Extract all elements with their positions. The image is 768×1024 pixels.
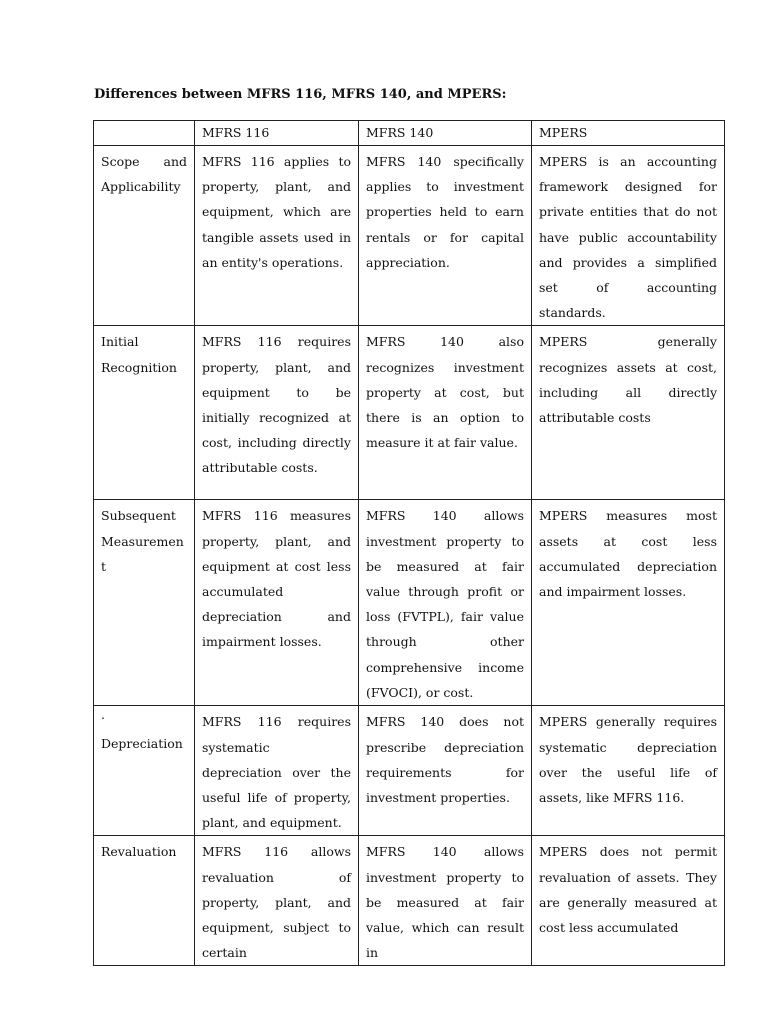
mfrs140-cell: MFRS 140 also recognizes investment property at cost, but there is an option to measure it at fair value. <box>359 326 532 500</box>
table-row-depreciation <box>94 706 725 836</box>
document-title: Differences between MFRS 116, MFRS 140, and MPERS: <box>94 87 507 102</box>
mfrs116-cell: MFRS 116 requires property, plant, and equipment to be initially recognized at cost, including directly attributable costs. <box>195 326 359 500</box>
header-cell-mpers: MPERS <box>532 121 725 146</box>
table-row-scope <box>94 146 725 326</box>
row-topic-cell <box>94 706 195 836</box>
mpers-cell: MPERS generally requires systematic depreciation over the useful life of assets, like MFRS 116. <box>532 706 725 836</box>
mfrs116-cell: MFRS 116 measures property, plant, and equipment at cost less accumulated depreciation and impairment losses. <box>195 500 359 706</box>
row-topic-cell: Subsequent Measurement <box>94 500 195 706</box>
table-header-row <box>94 121 725 146</box>
mfrs116-cell: MFRS 116 allows revaluation of property, plant, and equipment, subject to certain <box>195 836 359 966</box>
mfrs116-cell: MFRS 116 requires systematic depreciation over the useful life of property, plant, and equipment. <box>195 706 359 836</box>
row-topic-cell: Revaluation <box>94 836 195 966</box>
row-topic-prefix: . <box>101 707 105 723</box>
row-topic-label: Depreciation <box>101 736 183 752</box>
header-cell-mfrs140: MFRS 140 <box>359 121 532 146</box>
row-topic-cell: Initial Recognition <box>94 326 195 500</box>
comparison-table <box>93 120 725 966</box>
mfrs140-cell: MFRS 140 allows investment property to be measured at fair value, which can result in <box>359 836 532 966</box>
table-row-revaluation <box>94 836 725 966</box>
mpers-cell: MPERS is an accounting framework designed for private entities that do not have public accountability and provides a simplified set of accounting standards. <box>532 146 725 326</box>
mfrs140-cell: MFRS 140 specifically applies to investment properties held to earn rentals or for capital appreciation. <box>359 146 532 326</box>
mfrs140-cell: MFRS 140 allows investment property to be measured at fair value through profit or loss (FVTPL), fair value through other comprehensive income (FVOCI), or cost. <box>359 500 532 706</box>
mfrs140-cell: MFRS 140 does not prescribe depreciation requirements for investment properties. <box>359 706 532 836</box>
table-row-subsequent-measurement <box>94 500 725 706</box>
mpers-cell: MPERS measures most assets at cost less accumulated depreciation and impairment losses. <box>532 500 725 706</box>
mpers-cell: MPERS does not permit revaluation of assets. They are generally measured at cost less accumulated <box>532 836 725 966</box>
mfrs116-cell: MFRS 116 applies to property, plant, and equipment, which are tangible assets used in an entity's operations. <box>195 146 359 326</box>
header-cell-mfrs116: MFRS 116 <box>195 121 359 146</box>
header-cell-topic <box>94 121 195 146</box>
table-row-initial-recognition <box>94 326 725 500</box>
mpers-cell: MPERS generally recognizes assets at cost, including all directly attributable costs <box>532 326 725 500</box>
row-topic-cell: Scope and Applicability <box>94 146 195 326</box>
